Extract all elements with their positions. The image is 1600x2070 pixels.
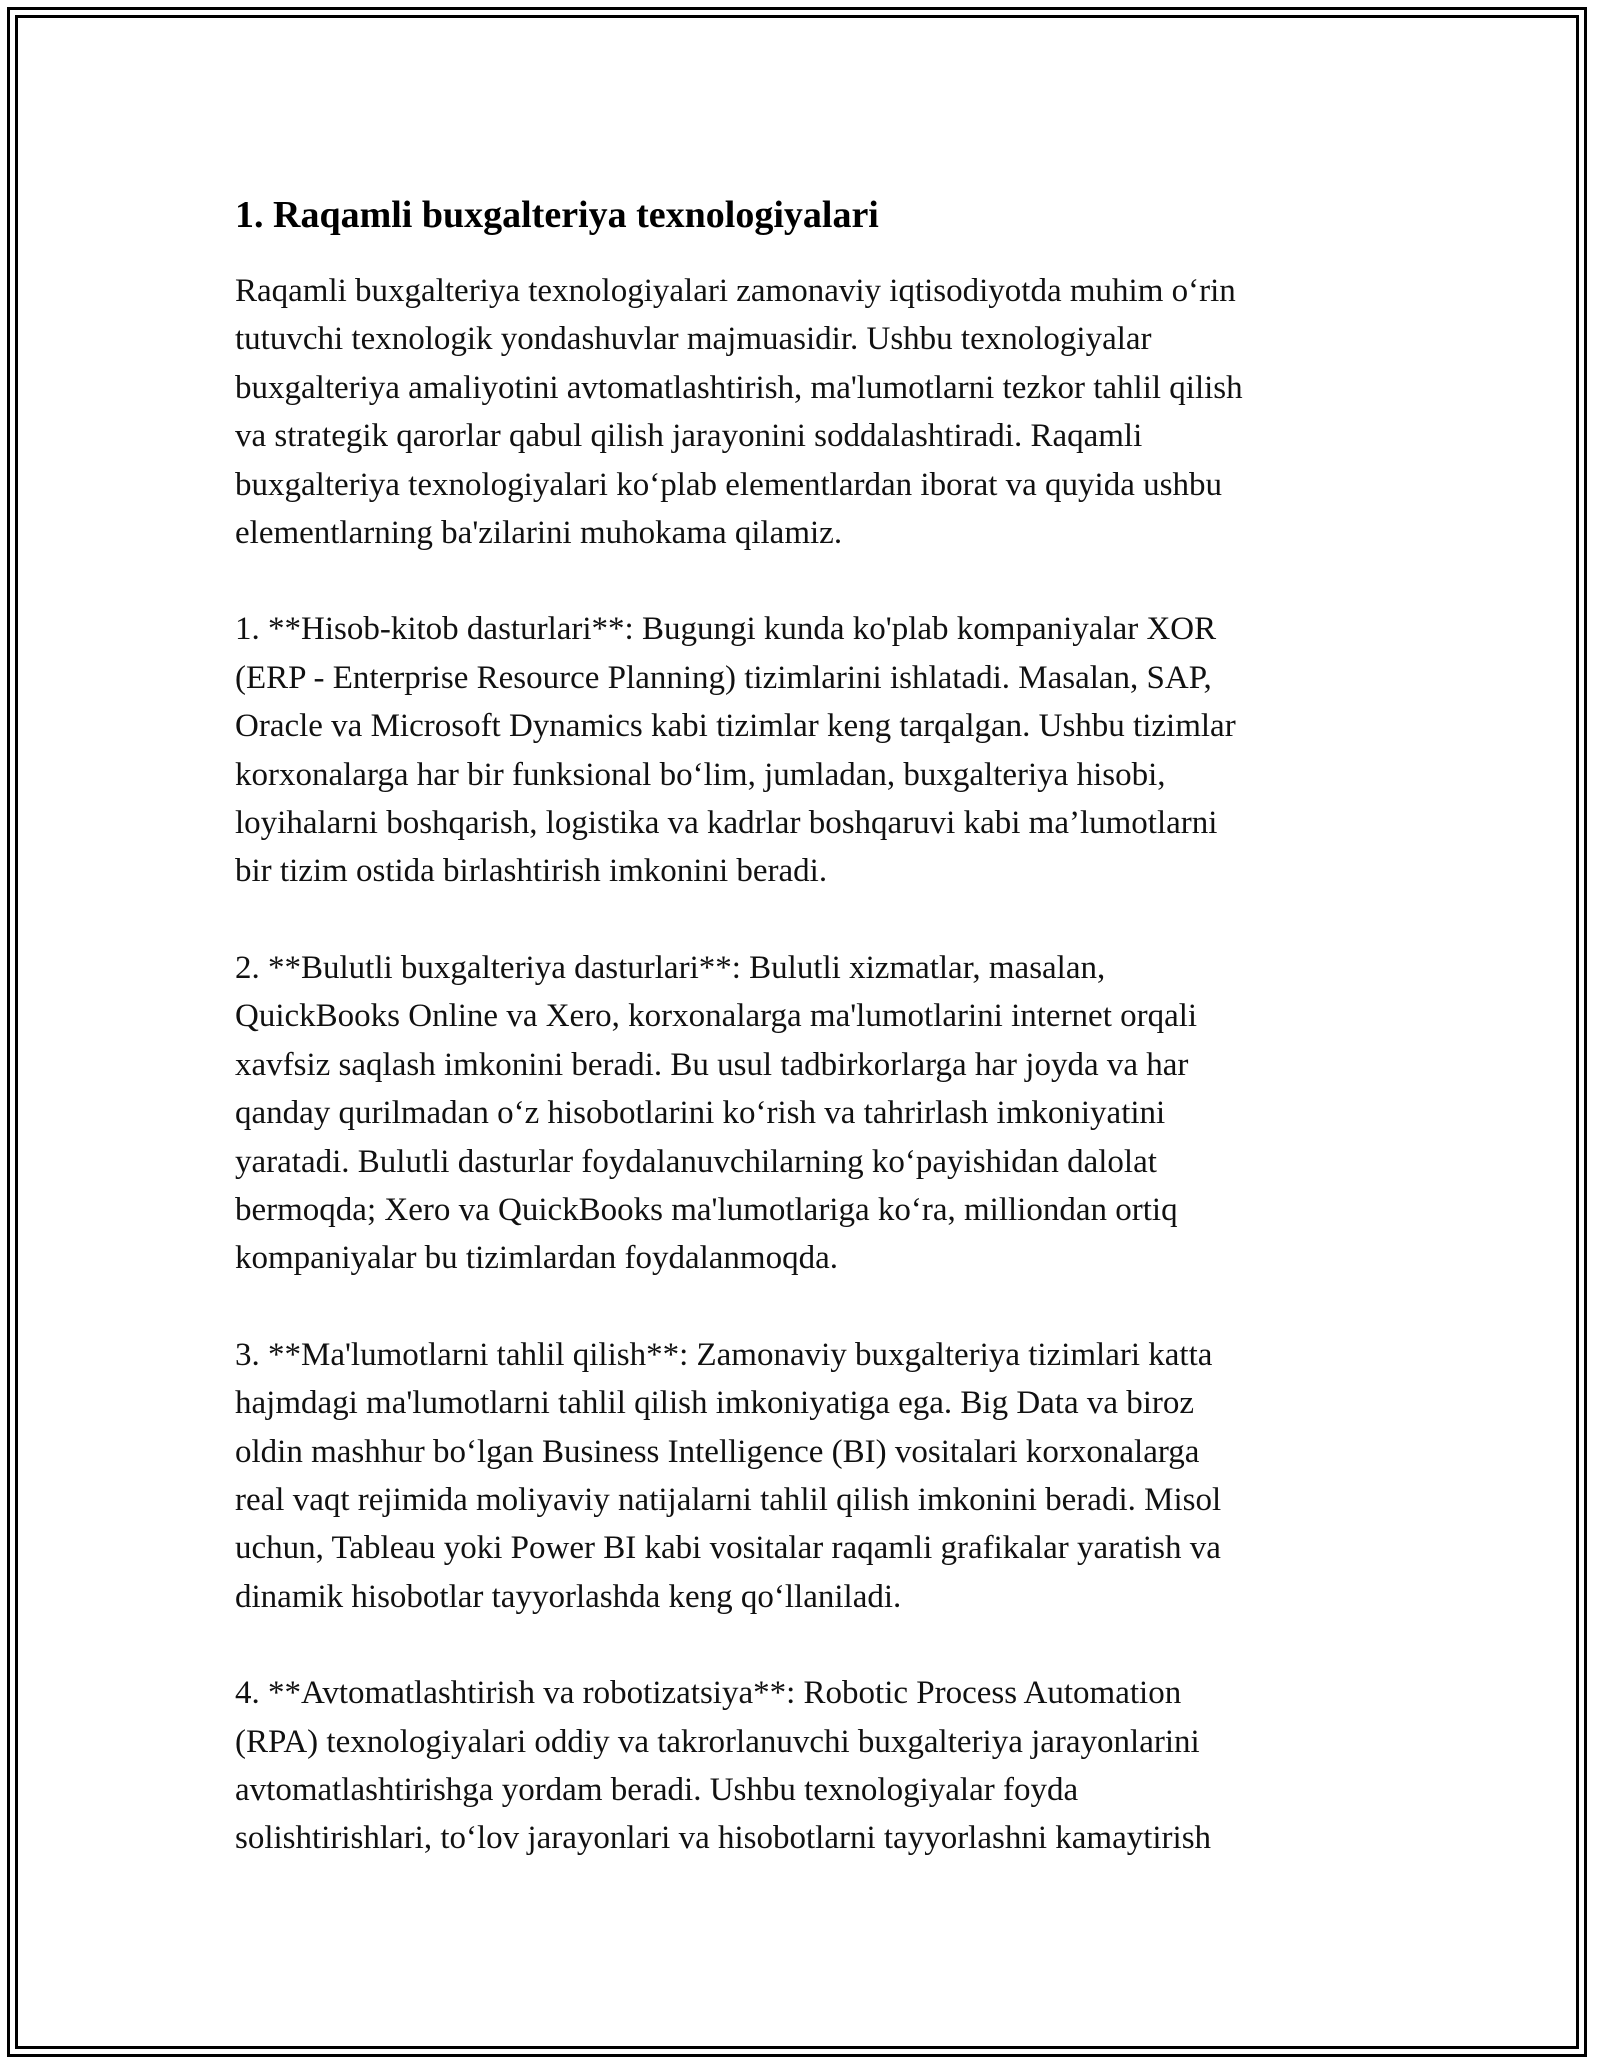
intro-paragraph: Raqamli buxgalteriya texnologiyalari zamonaviy iqtisodiyotda muhim o‘rin tutuvchi texnologik yondashuvlar majmuasidir. Ushbu texnologiyalar buxgalteriya amaliyotini avtomatlashtirish, ma'lumotlarni tezkor tahlil qilish va strategik qarorlar qabul qilish jarayonini soddalashtiradi. Raqamli buxgalteriya texnologiyalari ko‘plab elementlardan iborat va quyida ushbu elementlarning ba'zilarini muhokama qilamiz. [235, 273, 1243, 552]
document-body [235, 185, 1365, 1911]
section-heading: 1. Raqamli buxgalteriya texnologiyalari [235, 194, 879, 236]
paragraph-data-analysis: 3. **Ma'lumotlarni tahlil qilish**: Zamonaviy buxgalteriya tizimlari katta hajmdagi ma'lumotlarni tahlil qilish imkoniyatiga ega. Big Data va biroz oldin mashhur bo‘lgan Business Intelligence (BI) vositalari korxonalarga real vaqt rejimida moliyaviy natijalarni tahlil qilish imkonini beradi. Misol uchun, Tableau yoki Power BI kabi vositalar raqamli grafikalar yaratish va dinamik hisobotlar tayyorlashda keng qo‘llaniladi. [235, 1336, 1222, 1615]
paragraph-accounting-software: 1. **Hisob-kitob dasturlari**: Bugungi kunda ko'plab kompaniyalar XOR (ERP - Enterprise Resource Planning) tizimlarini ishlatadi. Masalan, SAP, Oracle va Microsoft Dynamics kabi tizimlar keng tarqalgan. Ushbu tizimlar korxonalarga har bir funksional bo‘lim, jumladan, buxgalteriya hisobi, loyihalarni boshqarish, logistika va kadrlar boshqaruvi kabi ma’lumotlarni bir tizim ostida birlashtirish imkonini beradi. [235, 611, 1236, 890]
paragraph-automation: 4. **Avtomatlashtirish va robotizatsiya**: Robotic Process Automation (RPA) texnologiyalari oddiy va takrorlanuvchi buxgalteriya jarayonlarini avtomatlashtirishga yordam beradi. Ushbu texnologiyalar foyda solishtirishlari, to‘lov jarayonlari va hisobotlarni tayyorlashni kamaytirish [235, 1675, 1212, 1857]
paragraph-cloud-accounting: 2. **Bulutli buxgalteriya dasturlari**: Bulutli xizmatlar, masalan, QuickBooks Online va Xero, korxonalarga ma'lumotlarini internet orqali xavfsiz saqlash imkonini beradi. Bu usul tadbirkorlarga har joyda va har qanday qurilmadan o‘z hisobotlarini ko‘rish va tahrirlash imkoniyatini yaratadi. Bulutli dasturlar foydalanuvchilarning ko‘payishidan dalolat bermoqda; Xero va QuickBooks ma'lumotlariga ko‘ra, milliondan ortiq kompaniyalar bu tizimlardan foydalanmoqda. [235, 949, 1198, 1277]
